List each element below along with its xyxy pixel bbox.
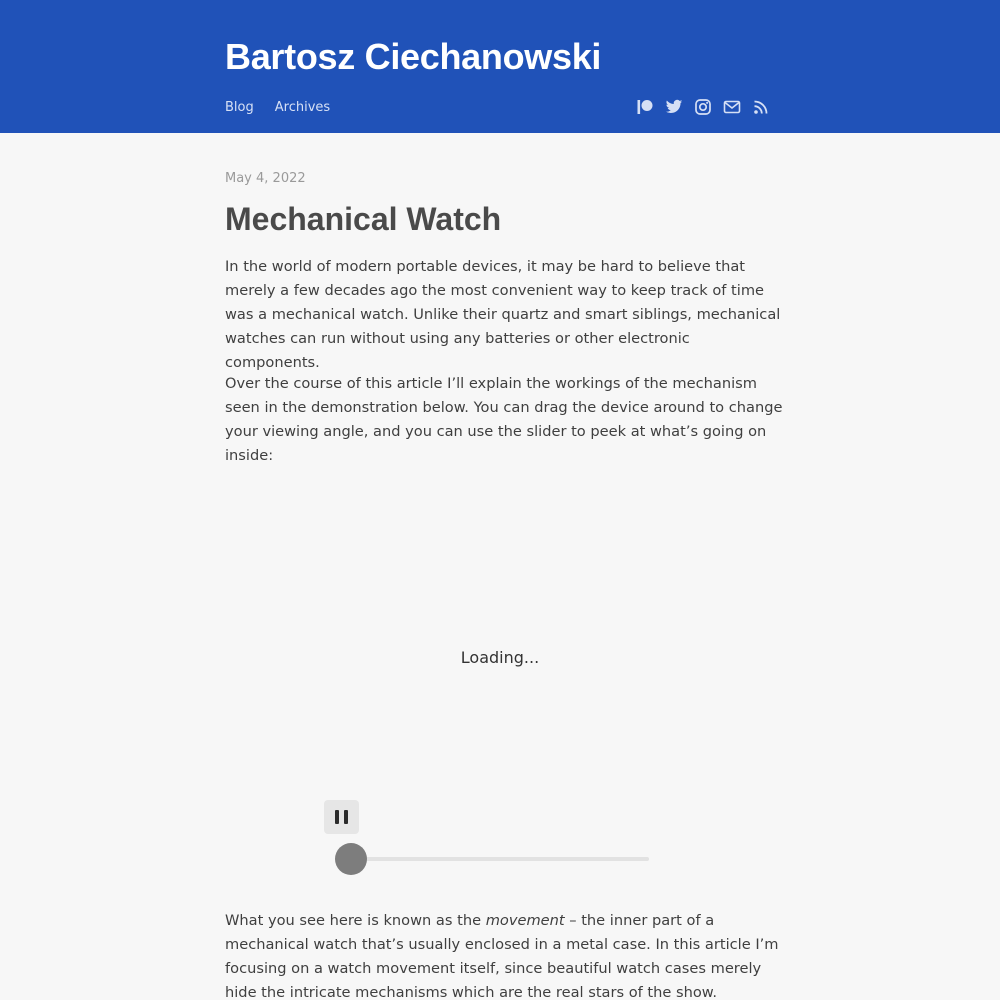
movement-emphasis: movement bbox=[485, 912, 565, 929]
demo-slider-thumb[interactable] bbox=[335, 843, 367, 875]
movement-text-after: – the inner part of a mechanical watch that’s usually enclosed in a metal case. In this article I’m focusing on a watch movement itself, since beautiful watch cases merely hide the intricate mechanisms which are the real stars of the show. bbox=[225, 912, 779, 1000]
post-title: Mechanical Watch bbox=[225, 201, 502, 237]
nav-blog-link[interactable]: Blog bbox=[225, 100, 254, 115]
rss-icon[interactable] bbox=[752, 98, 770, 116]
post-date: May 4, 2022 bbox=[225, 171, 306, 186]
pause-button[interactable] bbox=[324, 800, 359, 834]
intro-paragraph: In the world of modern portable devices, it may be hard to believe that merely a few decades ago the most convenient way to keep track of time was a mechanical watch. Unlike their quartz and smart siblings, mechanical watches can run without using any batteries or other electronic components. bbox=[225, 258, 781, 371]
social-links bbox=[636, 98, 770, 116]
movement-text-before: What you see here is known as the bbox=[225, 912, 486, 929]
nav-archives-link[interactable]: Archives bbox=[274, 100, 331, 115]
demo-loading-text: Loading... bbox=[460, 648, 540, 667]
movement-paragraph bbox=[225, 909, 785, 1000]
instagram-icon[interactable] bbox=[694, 98, 712, 116]
site-header bbox=[0, 0, 1000, 133]
twitter-icon[interactable] bbox=[665, 98, 683, 116]
main-nav bbox=[225, 99, 330, 117]
demo-intro-paragraph: Over the course of this article I’ll explain the workings of the mechanism seen in the demonstration below. You can drag the device around to change your viewing angle, and you can use the slider to peek at what’s going on inside: bbox=[225, 375, 783, 464]
site-title[interactable]: Bartosz Ciechanowski bbox=[225, 36, 602, 77]
demo-slider-track[interactable] bbox=[351, 857, 649, 861]
email-icon[interactable] bbox=[723, 98, 741, 116]
patreon-icon[interactable] bbox=[636, 98, 654, 116]
